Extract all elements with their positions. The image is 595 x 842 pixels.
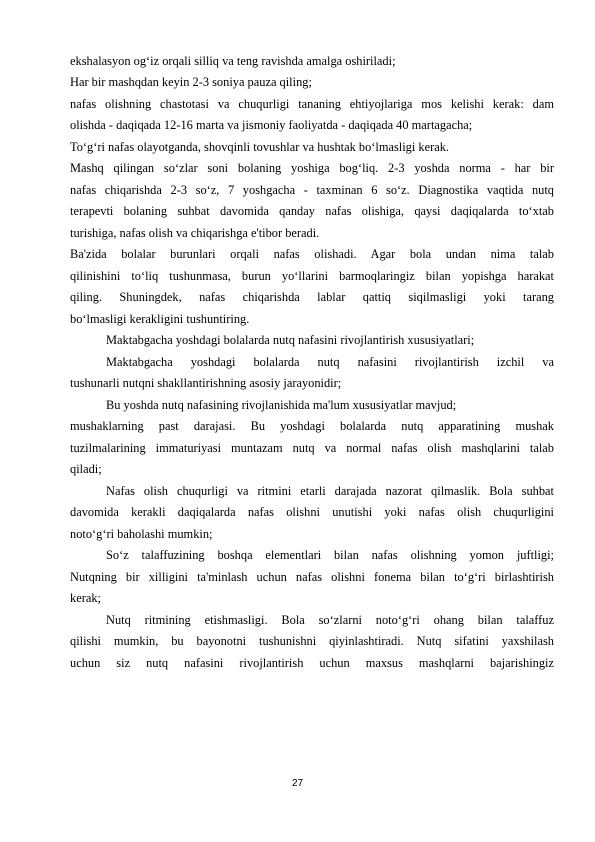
text-line: davomida kerakli daqiqalarda nafas olishni unutishi yoki nafas olish chuqurligini [70, 505, 554, 519]
text-line: qiladi; [70, 462, 102, 476]
page-number: 27 [291, 778, 304, 789]
text-line: Har bir mashqdan keyin 2-3 soniya pauza qiling; [70, 75, 312, 89]
text-line: qilishi mumkin, bu bayonotni tushunishni qiyinlashtiradi. Nutq sifatini yaxshilash [70, 634, 554, 648]
text-line: bo‘lmasligi kerakligini tushuntiring. [70, 312, 250, 326]
text-line: noto‘g‘ri baholashi mumkin; [70, 527, 213, 541]
text-line: ekshalasyon og‘iz orqali silliq va teng ravishda amalga oshiriladi; [70, 54, 396, 68]
text-line: Nutqning bir xilligini ta'minlash uchun nafas olishni fonema bilan to‘g‘ri birlashtirish [70, 570, 554, 584]
text-line: terapevti bolaning suhbat davomida qanday nafas olishiga, qaysi daqiqalarda to‘xtab [70, 204, 554, 218]
text-line: Bu yoshda nutq nafasining rivojlanishida ma'lum xususiyatlar mavjud; [106, 398, 457, 412]
text-line: nafas olishning chastotasi va chuqurligi tananing ehtiyojlariga mos kelishi kerak: dam [70, 97, 554, 111]
text-line: tushunarli nutqni shakllantirishning asosiy jarayonidir; [70, 376, 342, 390]
text-line: So‘z talaffuzining boshqa elementlari bilan nafas olishning yomon juftligi; [106, 548, 554, 562]
text-line: Mashq qilingan so‘zlar soni bolaning yoshiga bog‘liq. 2-3 yoshda norma - har bir [70, 161, 554, 175]
text-line: qiling. Shuningdek, nafas chiqarishda lablar qattiq siqilmasligi yoki tarang [70, 290, 554, 304]
text-line: Nutq ritmining etishmasligi. Bola so‘zlarni noto‘g‘ri ohang bilan talaffuz [106, 613, 554, 627]
text-line: Ba'zida bolalar burunlari orqali nafas olishadi. Agar bola undan nima talab [70, 247, 554, 261]
text-line: turishiga, nafas olish va chiqarishga e'tibor beradi. [70, 226, 320, 240]
text-line: mushaklarning past darajasi. Bu yoshdagi bolalarda nutq apparatining mushak [70, 419, 554, 433]
text-line: qilinishini to‘liq tushunmasa, burun yo‘llarini barmoqlaringiz bilan yopishga harakat [70, 269, 554, 283]
text-line: Maktabgacha yoshdagi bolalarda nutq nafasini rivojlantirish izchil va [106, 355, 554, 369]
text-line: tuzilmalarining immaturiyasi muntazam nutq va normal nafas olish mashqlarini talab [70, 441, 554, 455]
text-line: kerak; [70, 591, 101, 605]
text-line: To‘g‘ri nafas olayotganda, shovqinli tovushlar va hushtak bo‘lmasligi kerak. [70, 140, 450, 154]
text-line: nafas chiqarishda 2-3 so‘z, 7 yoshgacha - taxminan 6 so‘z. Diagnostika vaqtida nutq [70, 183, 554, 197]
text-line: Nafas olish chuqurligi va ritmini etarli darajada nazorat qilmaslik. Bola suhbat [106, 484, 554, 498]
text-line: Maktabgacha yoshdagi bolalarda nutq nafasini rivojlantirish xususiyatlari; [106, 333, 475, 347]
text-line: uchun siz nutq nafasini rivojlantirish uchun maxsus mashqlarni bajarishingiz [70, 656, 554, 670]
text-line: olishda - daqiqada 12-16 marta va jismoniy faoliyatda - daqiqada 40 martagacha; [70, 118, 473, 132]
